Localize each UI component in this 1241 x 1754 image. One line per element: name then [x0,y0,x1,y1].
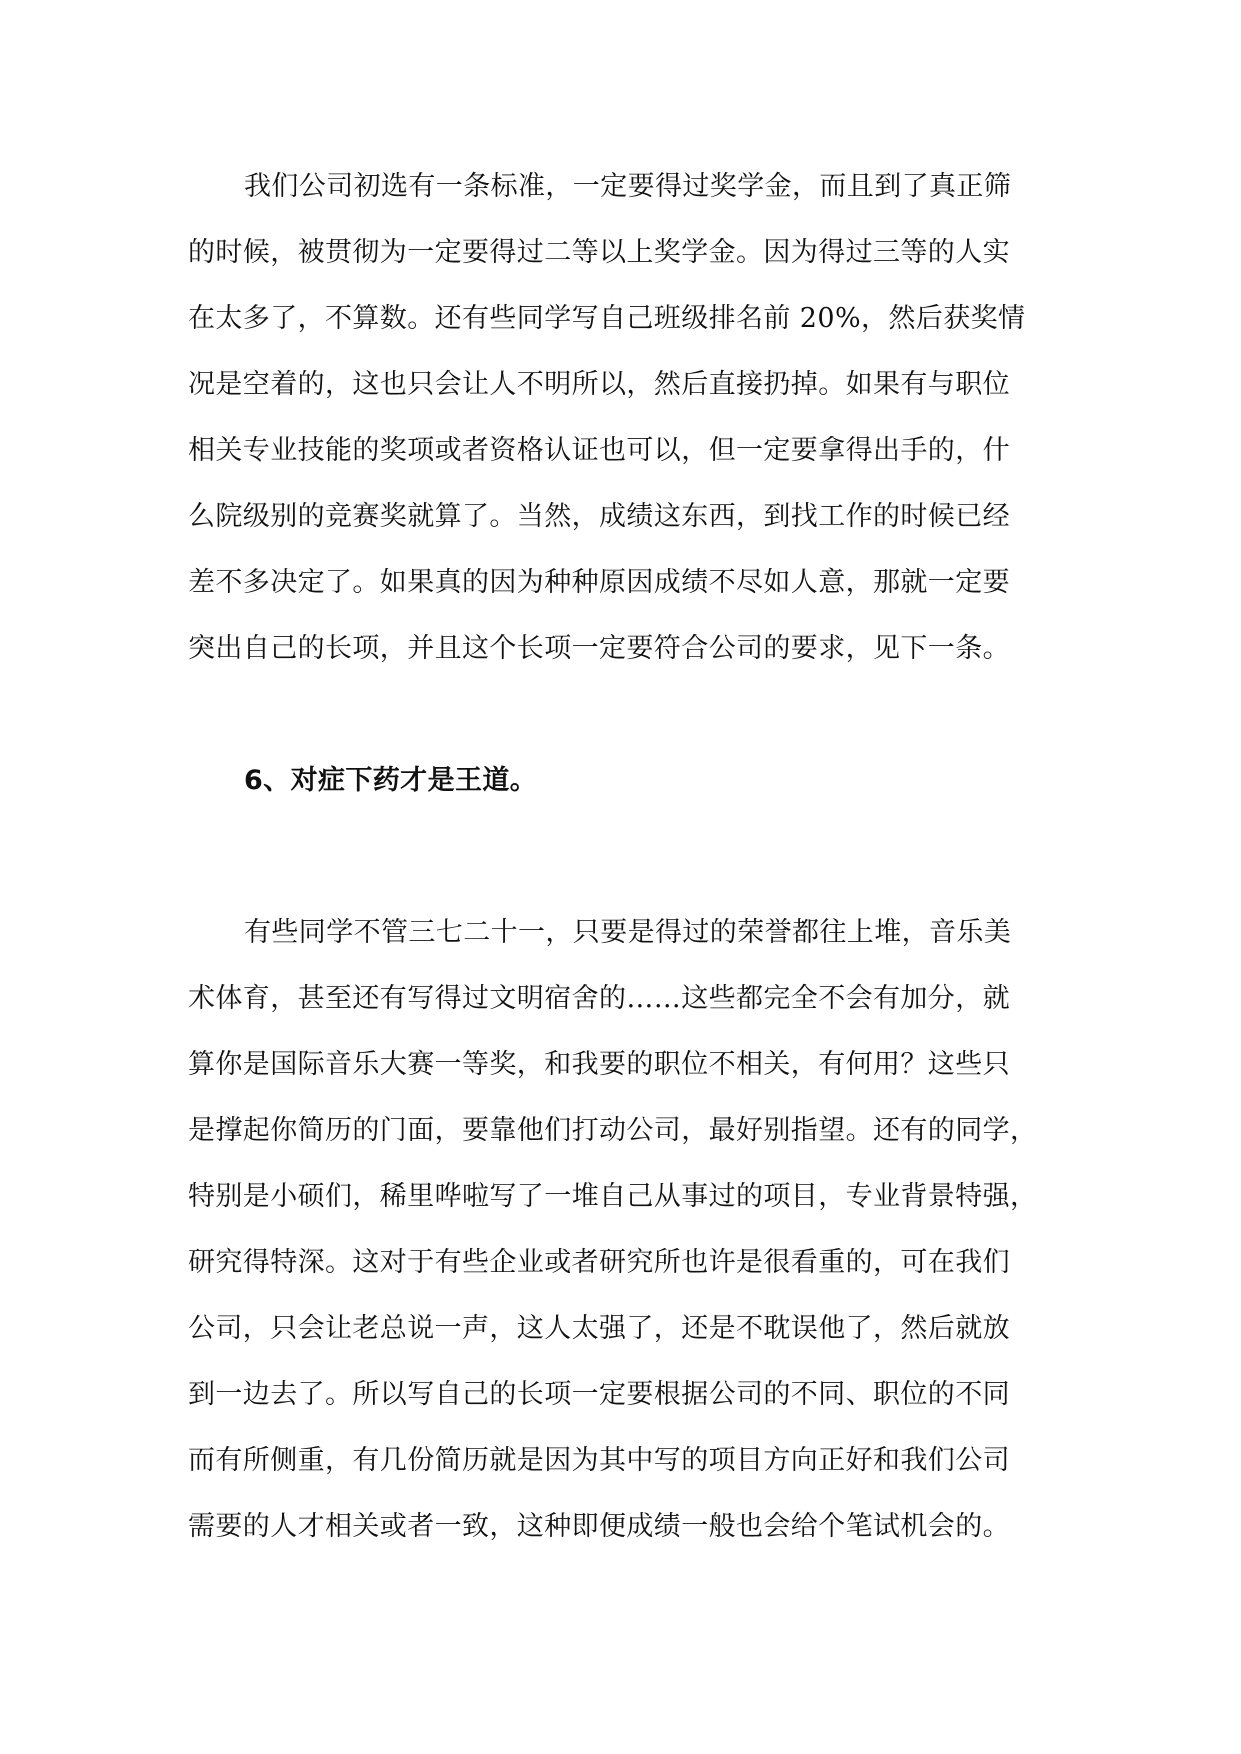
paragraph-scholarship [188,154,1068,682]
text-line: 相关专业技能的奖项或者资格认证也可以，但一定要拿得出手的，什 [188,435,1010,466]
text-line: 而有所侧重，有几份简历就是因为其中写的项目方向正好和我们公司 [188,1445,1010,1476]
text-line: 术体育，甚至还有写得过文明宿舍的……这些都完全不会有加分，就 [188,983,1010,1014]
text-line: 有些同学不管三七二十一，只要是得过的荣誉都往上堆，音乐美 [244,917,1012,948]
text-line: 么院级别的竞赛奖就算了。当然，成绩这东西，到找工作的时候已经 [188,501,1010,532]
spacer [188,682,1068,748]
text-line: 的时候，被贯彻为一定要得过二等以上奖学金。因为得过三等的人实 [188,237,1010,268]
section-heading: 6、对症下药才是王道。 [244,765,538,796]
paragraph-targeting [188,900,1068,1560]
text-line: 到一边去了。所以写自己的长项一定要根据公司的不同、职位的不同 [188,1379,1010,1410]
text-line: 特别是小硕们，稀里哗啦写了一堆自己从事过的项目，专业背景特强， [188,1181,1038,1212]
text-line: 突出自己的长项，并且这个长项一定要符合公司的要求，见下一条。 [188,633,1010,664]
text-line: 在太多了，不算数。还有些同学写自己班级排名前 20%，然后获奖情 [188,303,1026,334]
text-line: 况是空着的，这也只会让人不明所以，然后直接扔掉。如果有与职位 [188,369,1010,400]
document-body [188,154,1068,1560]
text-line: 需要的人才相关或者一致，这种即便成绩一般也会给个笔试机会的。 [188,1511,1010,1542]
text-line: 是撑起你简历的门面，要靠他们打动公司，最好别指望。还有的同学， [188,1115,1038,1146]
text-line: 差不多决定了。如果真的因为种种原因成绩不尽如人意，那就一定要 [188,567,1010,598]
text-line: 算你是国际音乐大赛一等奖，和我要的职位不相关，有何用？这些只 [188,1049,1010,1080]
text-line: 公司，只会让老总说一声，这人太强了，还是不耽误他了，然后就放 [188,1313,1010,1344]
text-line: 研究得特深。这对于有些企业或者研究所也许是很看重的，可在我们 [188,1247,1010,1278]
text-line: 我们公司初选有一条标准，一定要得过奖学金，而且到了真正筛 [244,171,1012,202]
spacer [188,814,1068,900]
